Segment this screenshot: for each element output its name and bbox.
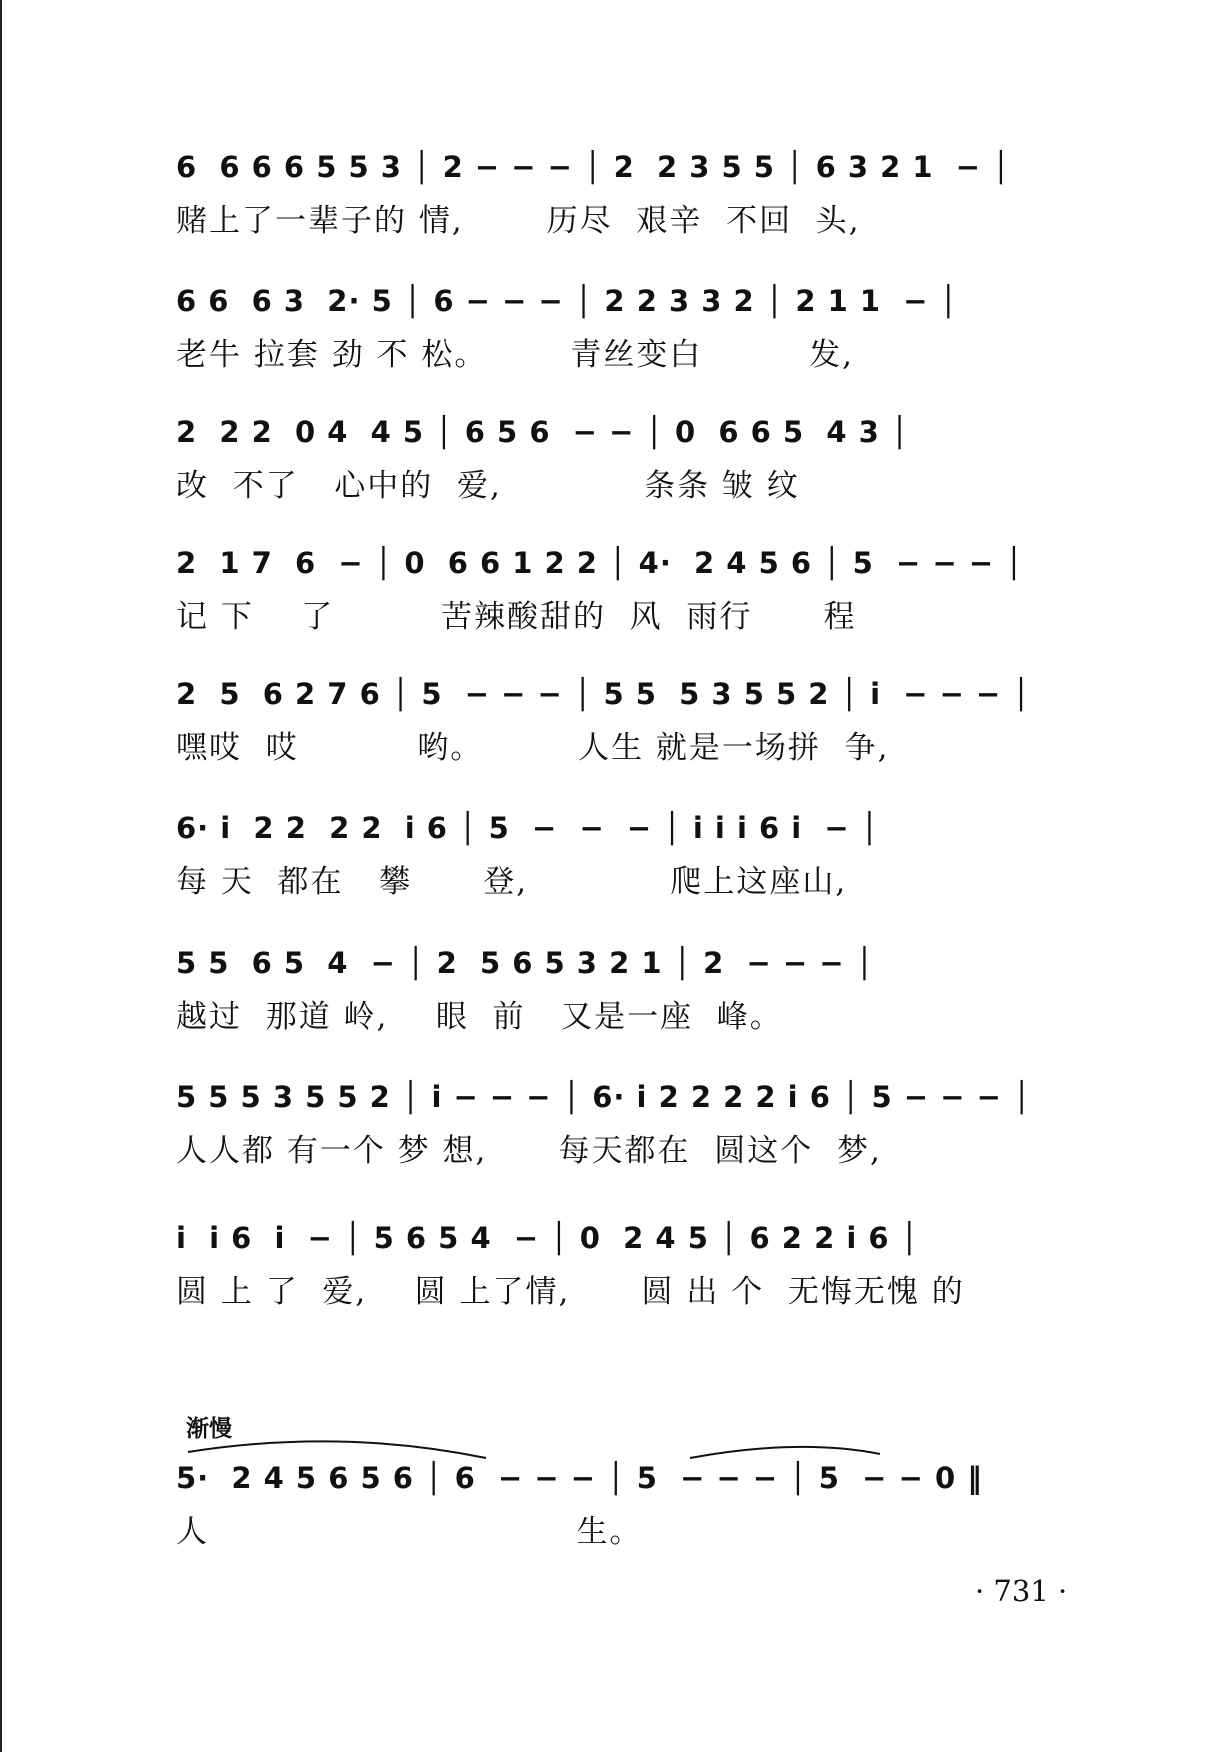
- notation-line: 5· 2 4 5 6 5 6 │ 6 − − − │ 5 − − − │ 5 − − 0 ‖: [176, 1461, 983, 1495]
- notation-line: 6· i 2 2 2 2 i 6 │ 5 − − − │ i i i 6 i − │: [176, 811, 880, 845]
- music-system-6: [0, 808, 1226, 933]
- ritardando-slur: [0, 1432, 1226, 1472]
- music-system-2: [0, 281, 1226, 406]
- lyrics-line: 每 天 都在 攀 登, 爬上这座山,: [176, 864, 848, 900]
- tempo-marking: 渐慢: [186, 1415, 232, 1442]
- lyrics-line: 嘿哎 哎 哟。 人生 就是一场拼 争,: [176, 730, 890, 766]
- page-number: · 731 ·: [975, 1574, 1068, 1608]
- lyrics-line: 老牛 拉套 劲 不 松。 青丝变白 发,: [176, 337, 854, 373]
- lyrics-line: 改 不了 心中的 爱, 条条 皱 纹: [176, 468, 800, 504]
- notation-line: 5 5 5 3 5 5 2 │ i − − − │ 6· i 2 2 2 2 i 6 │ 5 − − − │: [176, 1080, 1032, 1114]
- notation-line: 2 2 2 0 4 4 5 │ 6 5 6 − − │ 0 6 6 5 4 3 │: [176, 415, 910, 449]
- lyrics-line: 赌上了一辈子的 情, 历尽 艰辛 不回 头,: [176, 203, 861, 239]
- music-system-9: [0, 1218, 1226, 1343]
- music-system-10: [0, 1458, 1226, 1583]
- music-system-8: [0, 1077, 1226, 1202]
- music-system-7: [0, 943, 1226, 1068]
- lyrics-line: 圆 上 了 爱, 圆 上了情, 圆 出 个 无悔无愧 的: [176, 1274, 965, 1310]
- notation-line: 6 6 6 6 5 5 3 │ 2 − − − │ 2 2 3 5 5 │ 6 3 2 1 − │: [176, 150, 1011, 184]
- lyrics-line: 人人都 有一个 梦 想, 每天都在 圆这个 梦,: [176, 1133, 882, 1169]
- lyrics-line: 人 生。: [176, 1514, 643, 1550]
- music-system-3: [0, 412, 1226, 537]
- music-system-1: [0, 147, 1226, 272]
- notation-line: 6 6 6 3 2· 5 │ 6 − − − │ 2 2 3 3 2 │ 2 1 1 − │: [176, 284, 959, 318]
- music-system-5: [0, 674, 1226, 799]
- notation-line: 5 5 6 5 4 − │ 2 5 6 5 3 2 1 │ 2 − − − │: [176, 946, 875, 980]
- notation-line: i i 6 i − │ 5 6 5 4 − │ 0 2 4 5 │ 6 2 2 i 6 │: [176, 1221, 920, 1255]
- lyrics-line: 越过 那道 岭, 眼 前 又是一座 峰。: [176, 999, 783, 1035]
- notation-line: 2 5 6 2 7 6 │ 5 − − − │ 5 5 5 3 5 5 2 │ i − − − │: [176, 677, 1031, 711]
- lyrics-line: 记 下 了 苦辣酸甜的 风 雨行 程: [176, 599, 857, 635]
- notation-line: 2 1 7 6 − │ 0 6 6 1 2 2 │ 4· 2 4 5 6 │ 5 − − − │: [176, 546, 1024, 580]
- music-system-4: [0, 543, 1226, 668]
